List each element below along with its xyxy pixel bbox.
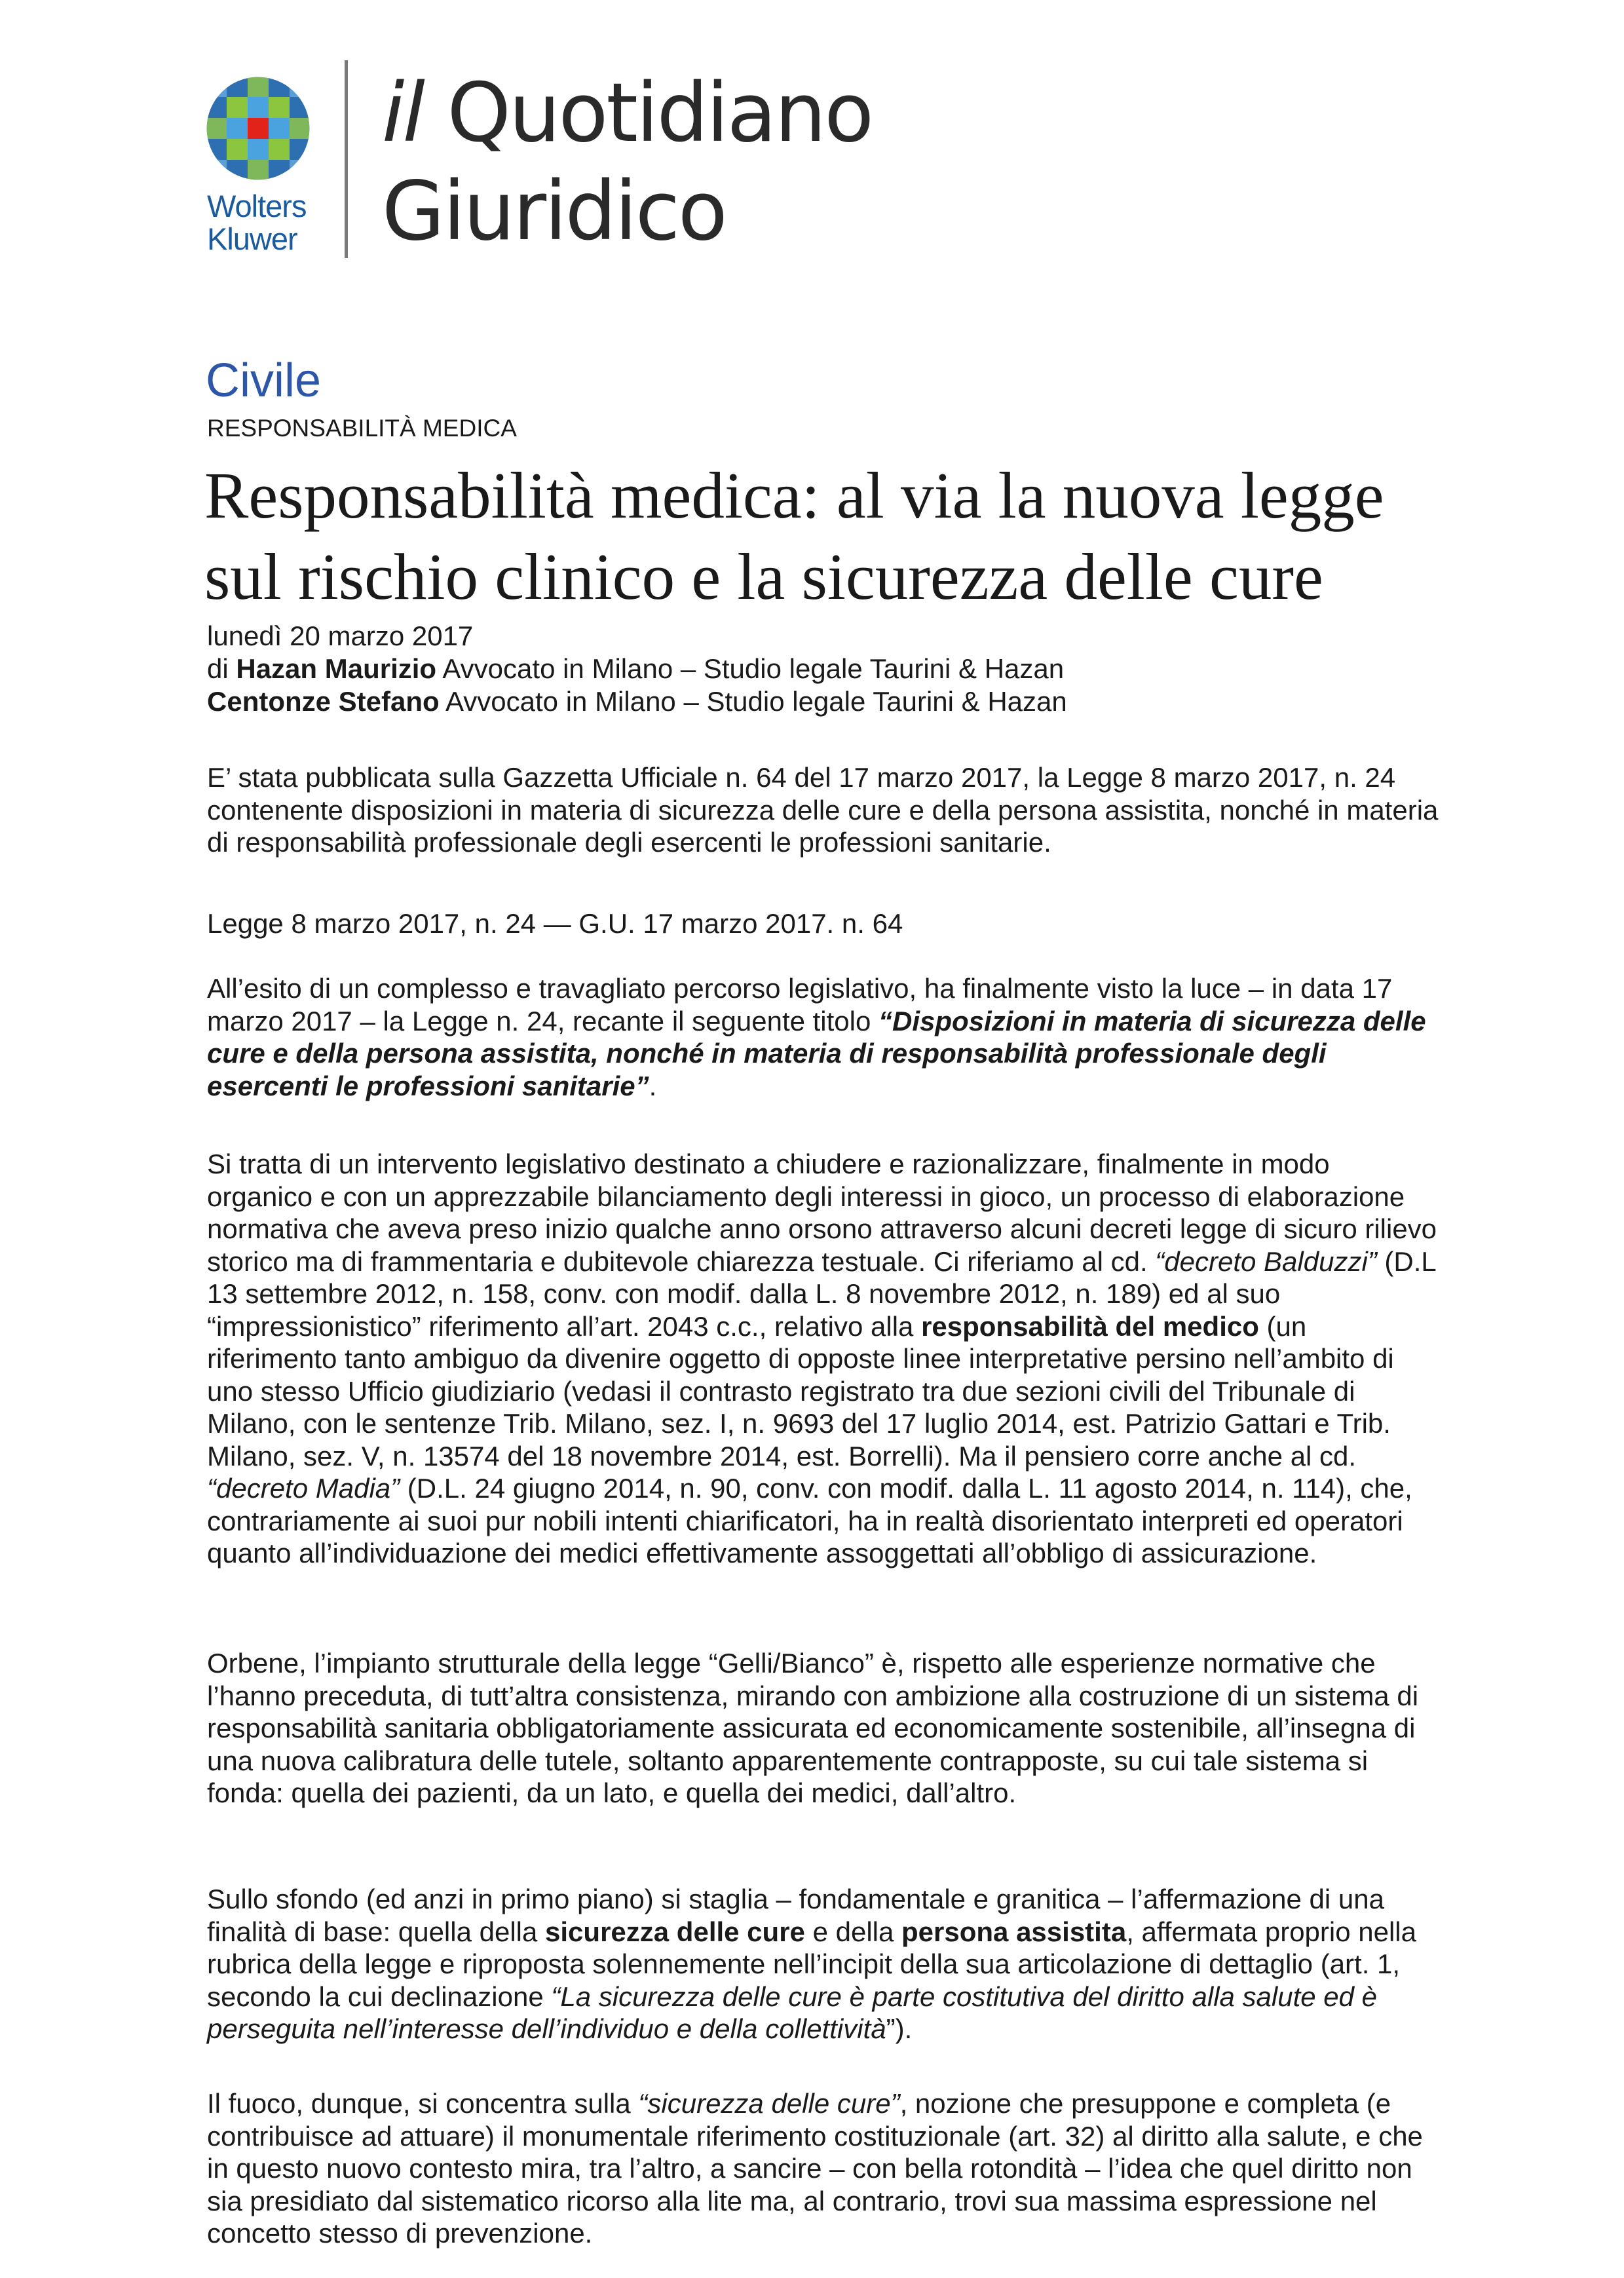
section-label: Civile: [206, 354, 322, 407]
paragraph-text: Orbene, l’impianto strutturale della legge “Gelli/Bianco” è, rispetto alle esperienze normative che l’hanno preceduta, di tutt’altra consistenza, mirando con ambizione alla costruzione di un sistema di responsabilità sanitaria obbligatoriamente assicurata ed economicamente sostenibile, all’insegna di una nuova calibratura delle tutele, soltanto apparentemente contrapposte, su cui tale sistema si fonda: quella dei pazienti, da un lato, e quella dei medici, dall’altro.: [207, 1648, 1419, 1808]
paragraph-text: Si tratta di un intervento legislativo destinato a chiudere e razionalizzare, finalmente in modo organico e con un apprezzabile bilanciamento degli interessi in gioco, un processo di elaborazione normativa che aveva preso inizio qualche anno orsono attraverso alcuni decreti legge di sicuro rilievo storico ma di frammentaria e dubitevole chiarezza testuale. Ci riferiamo al cd.: [207, 1148, 1437, 1277]
publisher-line: Wolters: [207, 189, 307, 223]
paragraph-text: All’esito di un complesso e travagliato percorso legislativo, ha finalmente visto la luce – in data 17 marzo 2017 – la Legge n. 24, recante il seguente titolo: [207, 973, 1393, 1036]
byline: [207, 620, 1452, 718]
body-paragraph: [207, 907, 1439, 940]
paragraph-text: Sullo sfondo (ed anzi in primo piano) si staglia – fondamentale e granitica – l’affermazione di una finalità di base: quella della: [207, 1884, 1384, 1947]
masthead-title-line-2: Giuridico: [382, 164, 726, 259]
paragraph-text: (D.L. 24 giugno 2014, n. 90, conv. con modif. dalla L. 11 agosto 2014, n. 114), che, contrariamente ai suoi pur nobili intenti chiarificatori, ha in realtà disorientato interpreti ed operatori quanto all’individuazione dei medici effettivamente assoggettati all’obbligo di assicurazione.: [207, 1473, 1412, 1568]
article-title: Responsabilità medica: al via la nuova legge sul rischio clinico e la sicurezza delle cure: [204, 459, 1384, 613]
author-name: Centonze Stefano: [207, 686, 440, 717]
paragraph-text: .: [649, 1070, 657, 1101]
emphasis-text: “Disposizioni in materia di sicurezza delle cure e della persona assistita, nonché in materia di responsabilità professionale degli esercenti le professioni sanitarie”: [207, 1005, 1426, 1101]
body-paragraph: [207, 1647, 1439, 1810]
masthead-title-line-1: [382, 64, 872, 162]
paragraph-text: , nozione che presuppone e completa (e contribuisce ad attuare) il monumentale riferimento costituzionale (art. 32) al diritto alla salute, e che in questo nuovo contesto mira, tra l’altro, a sancire – con bella rotondità – l’idea che quel diritto non sia presidiato dal sistematico ricorso alla lite ma, al contrario, trovi sua massima espressione nel concetto stesso di prevenzione.: [207, 2088, 1423, 2249]
emphasis-text: “La sicurezza delle cure è parte costitutiva del diritto alla salute ed è perseguita nell’interesse dell’individuo e della collettività: [207, 1981, 1378, 2044]
body-paragraph: [207, 1883, 1439, 2045]
article-date: lunedì 20 marzo 2017: [207, 620, 474, 651]
author-role: Avvocato in Milano – Studio legale Taurini & Hazan: [436, 653, 1065, 684]
body-paragraph: [207, 2087, 1439, 2250]
author-name: Hazan Maurizio: [236, 653, 437, 684]
emphasis-text: “decreto Madia”: [207, 1473, 400, 1504]
subsection-label: RESPONSABILITÀ MEDICA: [207, 415, 517, 442]
masthead-title-il: il: [382, 66, 423, 161]
publisher-line: Kluwer: [207, 221, 297, 256]
author-prefix: di: [207, 653, 236, 684]
paragraph-text: e della: [804, 1916, 902, 1947]
emphasis-text: “sicurezza delle cure”: [638, 2088, 900, 2119]
paragraph-text: (un riferimento tanto ambiguo da divenire oggetto di opposte linee interpretative persino nell’ambito di uno stesso Ufficio giudiziario (vedasi il contrasto registrato tra due sezioni civili del Tribunale di Milano, con le sentenze Trib. Milano, sez. I, n. 9693 del 17 luglio 2014, est. Patrizio Gattari e Trib. Milano, sez. V, n. 13574 del 18 novembre 2014, est. Borrelli). Ma il pensiero corre anche al cd.: [207, 1310, 1394, 1471]
paragraph-text: Il fuoco, dunque, si concentra sulla: [207, 2088, 639, 2119]
author-line: [207, 653, 1452, 685]
publisher-name: [207, 190, 331, 256]
body-paragraph: [207, 761, 1439, 859]
emphasis-text: sicurezza delle cure: [545, 1916, 805, 1947]
author-role: Avvocato in Milano – Studio legale Taurini & Hazan: [439, 686, 1067, 717]
paragraph-text: Legge 8 marzo 2017, n. 24 — G.U. 17 marzo 2017. n. 64: [207, 908, 903, 939]
masthead-title-quotidiano: Quotidiano: [447, 66, 873, 161]
paragraph-text: (D.L 13 settembre 2012, n. 158, conv. con modif. dalla L. 8 novembre 2012, n. 189) ed al suo “impressionistico” riferimento all’art. 2043 c.c., relativo alla: [207, 1245, 1436, 1342]
paragraph-text: , affermata proprio nella rubrica della legge e riproposta solennemente nell’incipit della sua articolazione di dettaglio (art. 1, secondo la cui declinazione: [207, 1916, 1416, 2012]
body-paragraph: [207, 1148, 1439, 1570]
paragraph-text: ”).: [886, 2013, 913, 2044]
masthead-divider: [345, 60, 348, 258]
emphasis-text: responsabilità del medico: [921, 1310, 1259, 1342]
paragraph-text: E’ stata pubblicata sulla Gazzetta Ufficiale n. 64 del 17 marzo 2017, la Legge 8 marzo 2017, n. 24 contenente disposizioni in materia di sicurezza delle cure e della persona assistita, nonché in materia di responsabilità professionale degli esercenti le professioni sanitarie.: [207, 762, 1439, 858]
masthead-title: [382, 64, 872, 261]
emphasis-text: persona assistita: [901, 1916, 1127, 1947]
wolters-kluwer-logo-icon: [206, 76, 311, 181]
author-line: [207, 685, 1452, 718]
emphasis-text: “decreto Balduzzi”: [1155, 1245, 1377, 1277]
body-paragraph: [207, 972, 1439, 1102]
